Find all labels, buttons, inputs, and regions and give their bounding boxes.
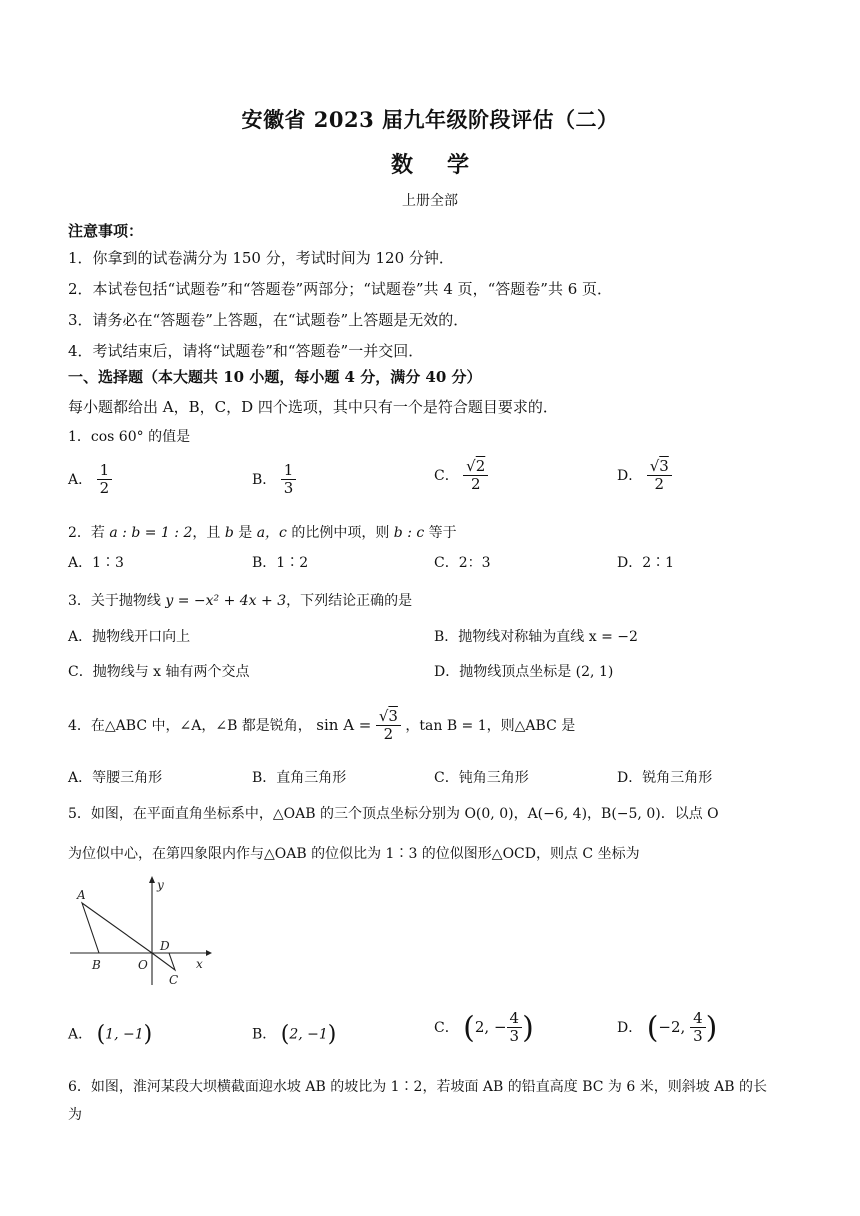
q1-option-a-fraction <box>97 462 113 498</box>
q3-option-b: B．抛物线对称轴为直线 x = −2 <box>434 629 638 645</box>
label-a: A <box>77 888 86 902</box>
scope-subtitle: 上册全部 <box>402 193 458 209</box>
q4-option-d: D．锐角三角形 <box>617 770 713 786</box>
question-3-stem <box>68 590 412 610</box>
question-6-line-2: 为 <box>68 1107 82 1123</box>
triangle-ocd <box>152 953 175 970</box>
q4-option-c: C．钝角三角形 <box>434 770 529 786</box>
q1-option-a-label: A． <box>68 471 93 488</box>
q2-var-ac: a，c <box>256 525 287 541</box>
q1-option-d <box>617 458 672 494</box>
q5-option-d-pre: −2, <box>658 1017 691 1036</box>
q1-b-num: 1 <box>281 462 297 480</box>
q1-c-num: 2 <box>475 457 486 475</box>
q3-stem-part: 3．关于抛物线 <box>68 593 166 609</box>
q5-option-c: C． (2, − $\frac{4}{3}$ ) <box>434 1009 534 1046</box>
q5-option-b-value: 2, −1 <box>289 1026 328 1043</box>
x-axis-arrow <box>206 950 212 956</box>
q5-option-a: A． (1, −1) <box>68 1022 153 1047</box>
q1-b-den: 3 <box>283 479 294 498</box>
q1-option-b <box>252 462 296 498</box>
q5-option-b: B． (2, −1) <box>252 1022 337 1047</box>
q3-option-d: D．抛物线顶点坐标是 (2, 1) <box>434 664 614 680</box>
q5-option-c-fraction <box>507 1010 523 1046</box>
q4-stem-part: 4．在△ABC 中，∠A，∠B 都是锐角， <box>68 717 312 734</box>
q4-sin-a: sin A = <box>316 715 372 734</box>
q4-option-a: A．等腰三角形 <box>68 770 163 786</box>
q4-option-b: B．直角三角形 <box>252 770 347 786</box>
q5-c-num: 4 <box>507 1010 523 1028</box>
label-b: B <box>92 958 101 972</box>
q2-option-a: A．1∶3 <box>68 555 124 571</box>
label-y: y <box>157 878 164 892</box>
q2-stem-part: 2．若 <box>68 525 110 541</box>
question-1-stem: 1．cos 60° 的值是 <box>68 429 191 445</box>
label-x: x <box>196 957 203 971</box>
q5-option-d-label: D． <box>617 1019 643 1036</box>
y-axis-arrow <box>149 876 155 883</box>
note-item-2: 2．本试卷包括“试题卷”和“答题卷”两部分；“试题卷”共 4 页，“答题卷”共 6 页． <box>68 280 613 298</box>
q4-sin-den: 2 <box>383 725 394 744</box>
q4-stem-part: ，tan B = 1，则△ABC 是 <box>405 717 576 734</box>
question-5-line-2: 为位似中心，在第四象限内作与△OAB 的位似比为 1∶3 的位似图形△OCD，则点 C 坐标为 <box>68 846 640 862</box>
q2-stem-part: ，且 <box>192 525 225 541</box>
notes-heading: 注意事项： <box>68 222 144 240</box>
q5-d-num: 4 <box>690 1010 706 1028</box>
subject-title: 数学 <box>390 152 503 178</box>
q2-ratio-bc: b : c <box>393 525 425 541</box>
question-6-line-1: 6．如图，淮河某段大坝横截面迎水坡 AB 的坡比为 1∶2，若坡面 AB 的铅直高度 BC 为 6 米，则斜坡 AB 的长 <box>68 1079 768 1095</box>
q1-d-den: 2 <box>654 475 665 494</box>
label-d: D <box>160 939 170 953</box>
q1-option-c-label: C． <box>434 467 459 484</box>
q3-option-c: C．抛物线与 x 轴有两个交点 <box>68 664 250 680</box>
q5-option-c-label: C． <box>434 1019 459 1036</box>
section-instruction: 每小题都给出 A，B，C，D 四个选项，其中只有一个是符合题目要求的． <box>68 398 558 416</box>
q2-option-d: D．2∶1 <box>617 555 675 571</box>
q2-stem-part: 等于 <box>424 525 457 541</box>
question-2-stem <box>68 522 457 542</box>
q5-coordinate-figure <box>66 873 216 993</box>
q1-option-b-fraction <box>281 462 297 498</box>
label-c: C <box>169 973 179 987</box>
q5-c-den: 3 <box>509 1027 520 1046</box>
q1-option-c-fraction: $\frac{√2}{2}$ <box>463 458 488 494</box>
q1-a-num: 1 <box>97 462 113 480</box>
q3-equation: y = −x² + 4x + 3 <box>165 593 287 609</box>
note-item-3: 3．请务必在“答题卷”上答题，在“试题卷”上答题是无效的． <box>68 311 469 329</box>
q5-d-den: 3 <box>693 1027 703 1046</box>
q4-sin-num: 3 <box>388 707 398 725</box>
q1-c-den: 2 <box>470 475 481 494</box>
q5-option-c-pre: 2, − <box>474 1017 507 1036</box>
q2-stem-part: 是 <box>233 525 257 541</box>
q4-sin-fraction: $\frac{√3}{2}$ <box>376 708 401 744</box>
q5-option-b-label: B． <box>252 1026 277 1043</box>
q1-option-c <box>434 458 488 494</box>
question-5-line-1: 5．如图，在平面直角坐标系中，△OAB 的三个顶点坐标分别为 O(0, 0)，A(−6, 4)，B(−5, 0)．以点 O <box>68 806 719 822</box>
q1-d-num: 3 <box>659 457 669 475</box>
exam-title: 安徽省 2023 届九年级阶段评估（二） <box>241 107 619 132</box>
q5-option-d-fraction <box>690 1010 706 1046</box>
q3-stem-part: ，下列结论正确的是 <box>286 593 413 609</box>
note-item-4: 4．考试结束后，请将“试题卷”和“答题卷”一并交回． <box>68 342 424 360</box>
q1-option-d-label: D． <box>617 467 643 484</box>
question-4-stem <box>68 708 575 744</box>
q1-option-d-fraction: $\frac{√3}{2}$ <box>647 458 672 494</box>
q1-option-b-label: B． <box>252 471 277 488</box>
q2-var-b: b <box>224 525 234 541</box>
q1-a-den: 2 <box>99 479 110 498</box>
q2-ratio: a : b = 1 : 2 <box>109 525 193 541</box>
q1-option-a <box>68 462 112 498</box>
q5-option-a-value: 1, −1 <box>105 1026 144 1043</box>
q3-option-a: A．抛物线开口向上 <box>68 629 191 645</box>
q5-option-d: D． (−2, $\frac{4}{3}$ ) <box>617 1009 718 1046</box>
triangle-oab <box>82 903 152 953</box>
note-item-1: 1．你拿到的试卷满分为 150 分，考试时间为 120 分钟． <box>68 249 454 267</box>
q2-stem-part: 的比例中项，则 <box>286 525 394 541</box>
q2-option-b: B．1∶2 <box>252 555 309 571</box>
section-heading: 一、选择题（本大题共 10 小题，每小题 4 分，满分 40 分） <box>68 368 482 386</box>
label-o: O <box>138 958 148 972</box>
q2-option-c: C．2：3 <box>434 555 491 571</box>
q5-option-a-label: A． <box>68 1026 93 1043</box>
